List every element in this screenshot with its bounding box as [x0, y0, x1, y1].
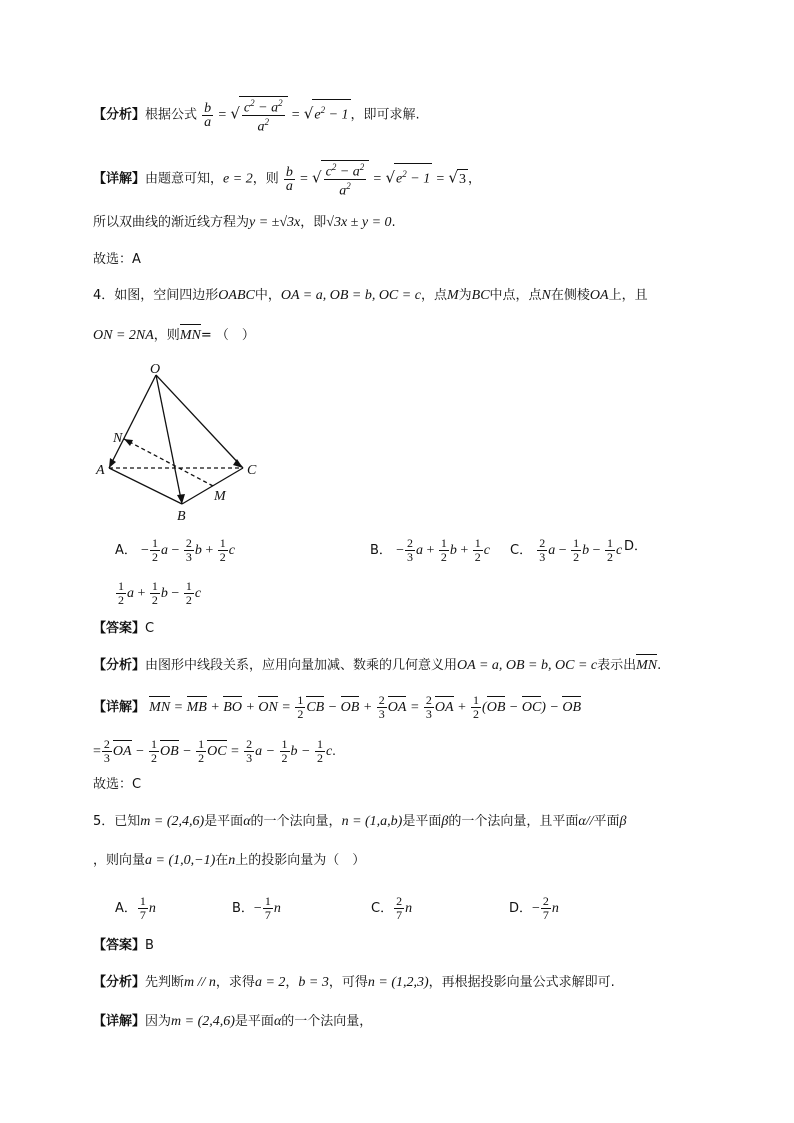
q4-option-d[interactable]: $\frac{1}{2}$ a + $\frac{1}{2}$ b − $\frac{1}{2}$ c [118, 579, 202, 607]
q5-option-c[interactable]: C． $\frac{2}{7}$ n [371, 894, 413, 922]
q4-option-d-label[interactable]: D． [624, 539, 648, 554]
fraction-b-over-a: $\frac{b}{a}$ [204, 100, 212, 130]
q3-answer: 故选：A [93, 252, 141, 267]
label-o: O [150, 362, 161, 377]
edge-oc [156, 375, 243, 468]
arrow-a [109, 458, 116, 468]
q5-option-b[interactable]: B．− $\frac{1}{7}$ n [232, 894, 281, 922]
label-b: B [177, 509, 186, 524]
q3-analysis-line: 【分析】根据公式 $\frac{b}{a}$ = √ $\frac{c^2 - a^2}{a^2}$ = $√e^2 - 1$ ，即可求解. [93, 98, 420, 135]
asymptote-mid: ，即 [300, 215, 327, 230]
q5-option-a[interactable]: A． $\frac{1}{7}$ n [115, 894, 156, 922]
sqrt-icon: √ [230, 104, 240, 123]
q4-option-c[interactable]: C． $\frac{2}{3}$ a − $\frac{1}{2}$ b − $\frac{1}{2}$ c [510, 536, 623, 564]
tetrahedron-figure [93, 358, 273, 528]
label-c: C [247, 463, 257, 478]
q4-stem-line1: 4．如图，空间四边形OABC中，OA = a, OB = b, OC = c，点M为BC中点，点N在侧棱OA上，且 [93, 288, 648, 303]
detail-end: ， [467, 171, 481, 187]
q4-option-a[interactable]: A． − $\frac{1}{2}$ a − $\frac{2}{3}$ b + $\frac{1}{2}$ c [115, 536, 235, 564]
detail-e: e = 2 [223, 171, 253, 187]
q3-detail-line: 【详解】由题意可知，e = 2，则 $\frac{b}{a}$ = √ $\frac{c^2 - a^2}{a^2}$ = $√e^2 - 1 = √3$ ， [93, 162, 481, 199]
asymptote-eq1: y = ±√3x [249, 215, 301, 230]
sqrt-body: $\frac{c^2 - a^2}{a^2}$ [239, 96, 288, 133]
analysis-text: 根据公式 [145, 107, 198, 123]
q5-detail: 【详解】因为m = (2,4,6)是平面α的一个法向量， [93, 1014, 373, 1029]
q5-stem-line1: 5．已知m = (2,4,6)是平面α的一个法向量，n = (1,a,b)是平面β的一个法向量，且平面α//平面β [93, 814, 627, 829]
q4-vectors: OA = a, OB = b, OC = c [280, 288, 421, 303]
detail-text: 由题意可知， [145, 171, 224, 187]
label-m: M [214, 489, 226, 504]
q4-detail-line1: 【详解】 MN = MB + BO + ON = $\frac{1}{2}$ CB − OB + $\frac{2}{3}$ OA = $\frac{2}{3}$ OA + $\frac{1}{2}$ (OB − OC) − OB [93, 693, 582, 721]
arrow-n [124, 439, 133, 446]
detail-then: ，则 [252, 171, 279, 187]
arrow-c [233, 459, 243, 468]
q4-analysis: 【分析】由图形中线段关系，应用向量加减、数乘的几何意义用OA = a, OB = b, OC = c表示出MN. [93, 656, 661, 676]
vector-mn-dashed [124, 439, 213, 486]
q5-stem-line2: ，则向量a = (1,0,−1)在n上的投影向量为（ ） [93, 853, 366, 868]
asymptote-text: 所以双曲线的渐近线方程为 [93, 215, 250, 230]
label-a: A [96, 463, 105, 478]
analysis-tag: 【分析】 [93, 107, 146, 123]
edge-oa [109, 375, 156, 468]
q4-option-b[interactable]: B． − $\frac{2}{3}$ a + $\frac{1}{2}$ b + $\frac{1}{2}$ c [370, 536, 490, 564]
q4-final: 故选：C [93, 777, 142, 792]
analysis-end: ，即可求解. [350, 107, 420, 123]
detail-tag: 【详解】 [93, 171, 146, 187]
q4-stem-line2: ON = 2NA，则MN= （ ） [93, 326, 255, 346]
q4-vector-mn: MN [180, 326, 201, 346]
q5-option-d[interactable]: D．− $\frac{2}{7}$ n [509, 894, 559, 922]
edge-ob [156, 375, 182, 504]
label-n: N [113, 431, 123, 446]
edge-ab [109, 468, 182, 504]
asymptote-eq2: √3x ± y = 0 [326, 215, 392, 230]
q5-analysis: 【分析】先判断m // n，求得a = 2，b = 3，可得n = (1,2,3)，再根据投影向量公式求解即可. [93, 975, 615, 990]
q5-answer: 【答案】B [93, 938, 154, 953]
q3-asymptote-line: 所以双曲线的渐近线方程为y = ±√3x，即√3x ± y = 0. [93, 215, 396, 230]
q4-detail-line2: = $\frac{2}{3}$ OA − $\frac{1}{2}$ OB − $\frac{1}{2}$ OC = $\frac{2}{3}$ a − $\frac{1}{2}$ b − $\frac{1}{2}$ c. [93, 737, 336, 765]
q4-answer: 【答案】C [93, 621, 155, 636]
